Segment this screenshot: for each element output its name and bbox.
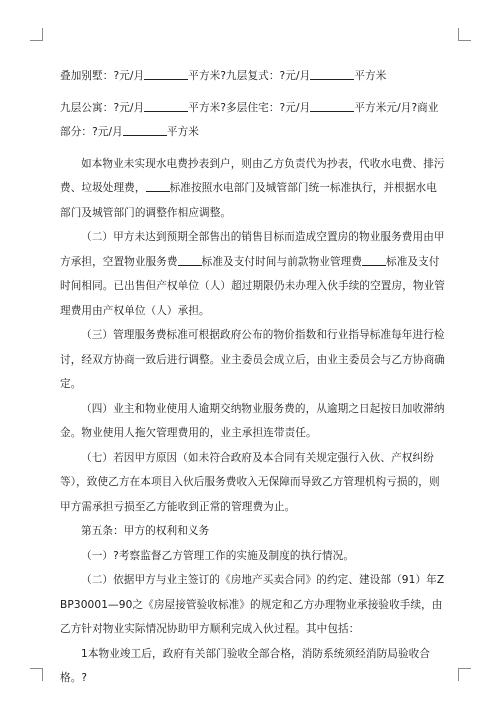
paragraph-p11 [60, 642, 446, 691]
fill-in-blank [144, 101, 188, 112]
crop-mark-top-right [458, 28, 471, 41]
paragraph-p3 [60, 152, 446, 226]
text-segment: （七）若因甲方原因（如未符合政府及本合同有关规定强行入伙、产权纠纷等），致使乙方在本项目入伙后服务费收入无保障而导致乙方管理机构亏损的，则甲方需承担亏损至乙方能收到正常的管理费为止。 [60, 451, 440, 513]
document-page [60, 64, 446, 691]
paragraph-p10 [60, 568, 446, 642]
paragraph-p8 [60, 519, 446, 544]
text-segment: （四）业主和物业使用人逾期交纳物业服务费的，从逾期之日起按日加收滞纳金。物业使用人拖欠管理费用的，业主承担连带责任。 [60, 402, 445, 439]
text-segment: 1本物业竣工后，政府有关部门验收全部合格，消防系统须经消防局验收合格。? [60, 647, 431, 684]
paragraph-p6 [60, 397, 446, 446]
text-segment: （二）依据甲方与业主签订的《房地产买卖合同》的约定、建设部（91）年ZBP30001—90之《房屋接管验收标准》的规定和乙方办理物业承接验收手续，由乙方针对物业实际情况协助甲方顺利完成入伙过程。其中包括： [60, 574, 445, 635]
text-segment: 如本物业未实现水电费抄表到户，则由乙方负责代为抄表，代收水电费、排污费、垃圾处理费， [60, 157, 445, 194]
paragraph-p1 [60, 64, 446, 89]
crop-mark-bottom-left [30, 668, 43, 681]
text-segment: 叠加别墅：?元/月 [60, 70, 145, 82]
text-segment: 九层公寓：?元/月 [60, 101, 145, 114]
text-segment: 平方米?多层住宅：?元/月 [188, 101, 311, 114]
fill-in-blank [146, 181, 170, 192]
paragraph-p4 [60, 225, 446, 323]
paragraph-gap [60, 145, 446, 152]
text-segment: （一）?考察监督乙方管理工作的实施及制度的执行情况。 [81, 549, 355, 562]
crop-mark-top-left [30, 28, 43, 41]
text-segment: 标准及支付时间相同。已出售但产权单位（人）超过期限仍未办理入伙手续的空置房，物业管理费用由产权单位（人）承担。 [60, 255, 445, 317]
fill-in-blank [123, 125, 167, 136]
text-segment: 平方米 [166, 126, 199, 138]
text-segment: 平方米元/月?商业部分：?元/月 [60, 101, 439, 138]
text-segment: （二）甲方未达到预期全部售出的销售目标而造成空置房的物业服务费用由甲方承担，空置物业服务费 [60, 231, 445, 268]
fill-in-blank [310, 69, 354, 80]
paragraph-p9 [60, 544, 446, 569]
paragraph-p2 [60, 96, 446, 145]
text-segment: 第五条：甲方的权利和义务 [81, 525, 210, 537]
paragraph-p5 [60, 323, 446, 397]
text-segment: （三）管理服务费标准可根据政府公布的物价指数和行业指导标准每年进行检讨，经双方协商一致后进行调整。业主委员会成立后，由业主委员会与乙方协商确定。 [60, 329, 445, 390]
crop-mark-bottom-right [458, 668, 471, 681]
fill-in-blank [362, 255, 386, 266]
text-segment: 标准按照水电部门及城管部门统一标准执行，并根据水电部门及城管部门的调整作相应调整。 [60, 182, 437, 219]
fill-in-blank [178, 255, 202, 266]
fill-in-blank [310, 101, 354, 112]
paragraph-p7 [60, 446, 446, 520]
text-segment: 平方米 [354, 70, 387, 82]
text-segment: 标准及支付时间与前款物业管理费 [201, 255, 363, 268]
paragraph-gap [60, 89, 446, 96]
text-segment: 平方米?九层复式：?元/月 [188, 70, 311, 82]
fill-in-blank [144, 69, 188, 80]
